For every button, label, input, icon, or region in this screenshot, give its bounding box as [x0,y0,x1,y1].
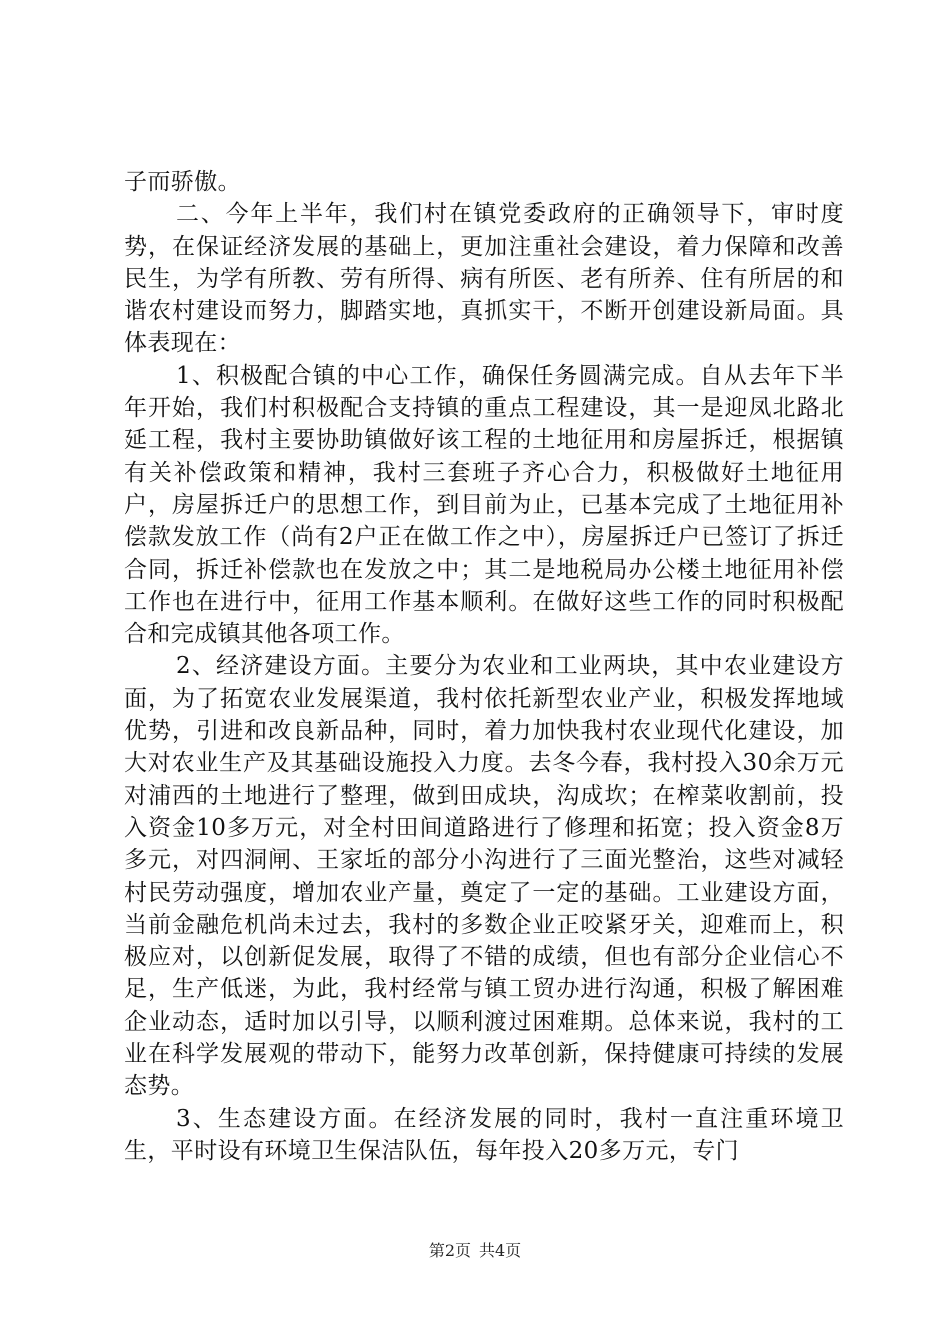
paragraph-continuation: 子而骄傲。 [124,169,241,195]
page-number: 第2页 [428,1241,471,1260]
paragraph-item-1-central-work: 1、积极配合镇的中心工作，确保任务圆满完成。自从去年下半年开始，我们村积极配合支持镇的重点工程建设，其一是迎凤北路北延工程，我村主要协助镇做好该工程的土地征用和房屋拆迁，根据镇有关补偿政策和精神，我村三套班子齐心合力，积极做好土地征用户，房屋拆迁户的思想工作，到目前为止，已基本完成了土地征用补偿款发放工作（尚有2户正在做工作之中），房屋拆迁户已签订了拆迁合同，拆迁补偿款也在发放之中；其二是地税局办公楼土地征用补偿工作也在进行中，征用工作基本顺利。在做好这些工作的同时积极配合和完成镇其他各项工作。 [124,362,844,648]
page-footer [0,1241,950,1261]
page-total: 共4页 [479,1241,522,1260]
document-body [124,166,844,1167]
paragraph-section-two-intro: 二、今年上半年，我们村在镇党委政府的正确领导下，审时度势，在保证经济发展的基础上，更加注重社会建设，着力保障和改善民生，为学有所教、劳有所得、病有所医、老有所养、住有所居的和谐农村建设而努力，脚踏实地，真抓实干，不断开创建设新局面。具体表现在： [124,201,844,357]
paragraph-item-2-economic-construction: 2、经济建设方面。主要分为农业和工业两块，其中农业建设方面，为了拓宽农业发展渠道，我村依托新型农业产业，积极发挥地域优势，引进和改良新品种，同时，着力加快我村农业现代化建设，加大对农业生产及其基础设施投入力度。去冬今春，我村投入30余万元对浦西的土地进行了整理，做到田成块，沟成坎；在榨菜收割前，投入资金10多万元，对全村田间道路进行了修理和拓宽；投入资金8万多元，对四洞闸、王家坵的部分小沟进行了三面光整治，这些对减轻村民劳动强度，增加农业产量，奠定了一定的基础。工业建设方面，当前金融危机尚未过去，我村的多数企业正咬紧牙关，迎难而上，积极应对，以创新促发展，取得了不错的成绩，但也有部分企业信心不足，生产低迷，为此，我村经常与镇工贸办进行沟通，积极了解困难企业动态，适时加以引导，以顺利渡过困难期。总体来说，我村的工业在科学发展观的带动下，能努力改革创新，保持健康可持续的发展态势。 [124,653,844,1100]
paragraph-item-3-ecological-construction: 3、生态建设方面。在经济发展的同时，我村一直注重环境卫生，平时设有环境卫生保洁队伍，每年投入20多万元，专门 [124,1105,844,1164]
